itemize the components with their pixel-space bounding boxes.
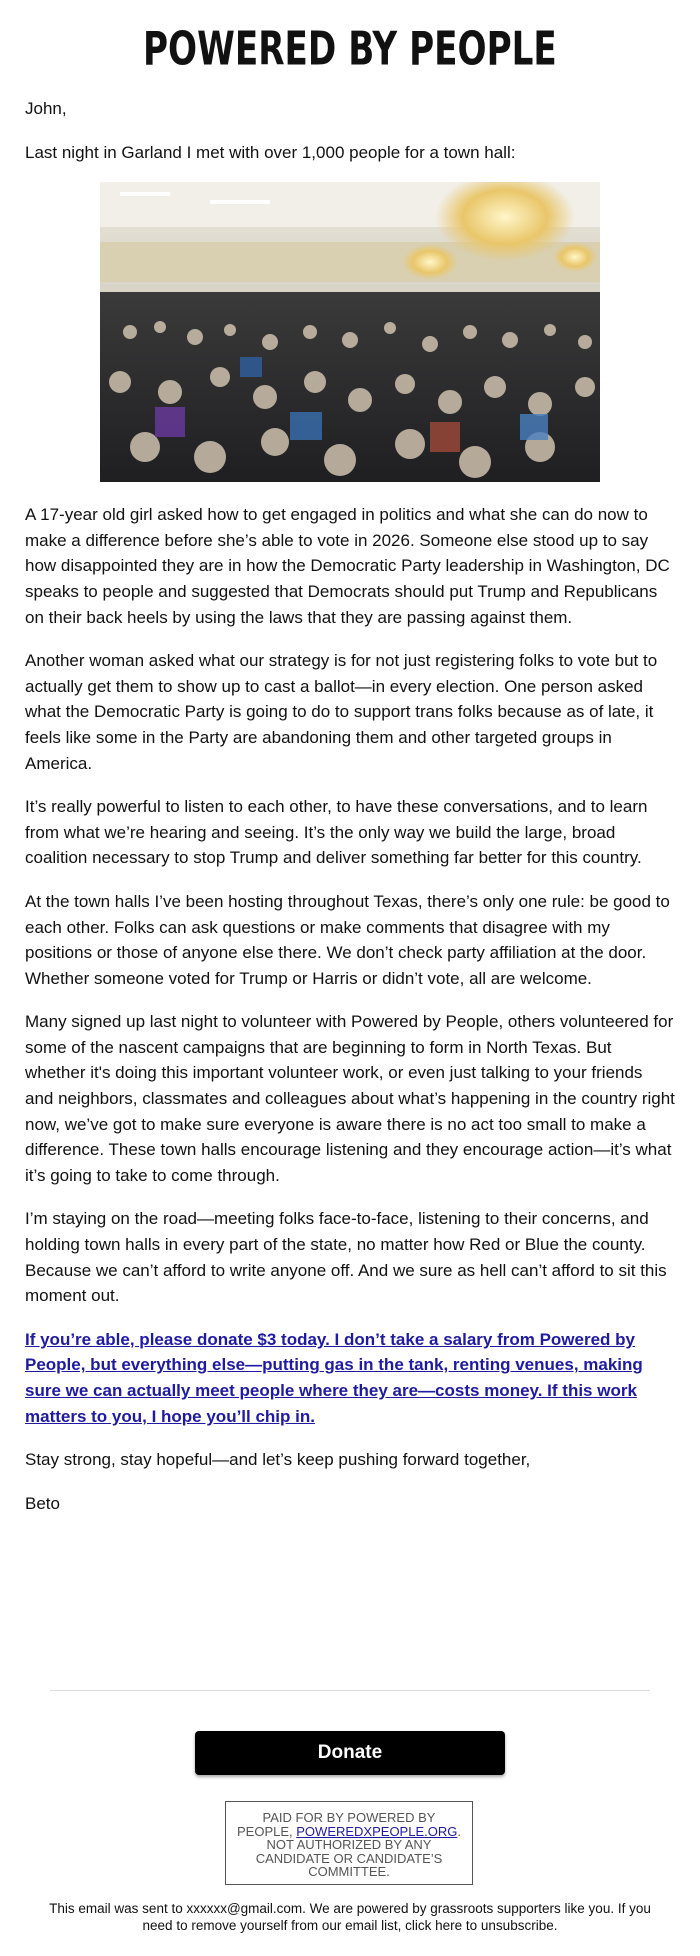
greeting: John, <box>25 99 67 118</box>
intro-paragraph: Last night in Garland I met with over 1,000 people for a town hall: <box>25 142 516 162</box>
unsubscribe-link[interactable]: click here to unsubscribe. <box>405 1918 558 1933</box>
email-body <box>25 96 675 1534</box>
closing-line: Stay strong, stay hopeful—and let’s keep pushing forward together, <box>25 1450 531 1470</box>
signature: Beto <box>25 1493 60 1513</box>
website-link[interactable]: POWEREDXPEOPLE.ORG <box>296 1823 458 1839</box>
story-paragraph: I’m staying on the road—meeting folks face-to-face, listening to their concerns, and holding town halls in every part of the state, no matter how Red or Blue the county. Because we can’t afford to write anyone off. And we sure as hell can’t afford to sit this moment out. <box>25 1209 667 1306</box>
disclaimer-text-end: . NOT AUTHORIZED BY ANY CANDIDATE OR CANDIDATE’S COMMITTEE. <box>255 1823 461 1879</box>
story-paragraph: Many signed up last night to volunteer with Powered by People, others volunteered for some of the nascent campaigns that are beginning to form in North Texas. But whether it's doing this important volunteer work, or even just talking to your friends and neighbors, classmates and colleagues about what’s happening in the country right now, we’ve got to make sure everyone is aware there is no act too small to make a difference. These town halls encourage listening and they encourage action—it’s what it’s going to take to come through. <box>25 1012 675 1185</box>
donate-button[interactable]: Donate <box>195 1731 505 1775</box>
footer-notice <box>40 1900 660 1934</box>
story-paragraph: At the town halls I’ve been hosting throughout Texas, there’s only one rule: be good to each other. Folks can ask questions or make comments that disagree with my positions or those of anyone else there. We don’t check party affiliation at the door. Whether someone voted for Trump or Harris or didn’t vote, all are welcome. <box>25 891 670 988</box>
paid-for-disclaimer <box>225 1801 473 1885</box>
story-paragraph: It’s really powerful to listen to each other, to have these conversations, and to learn from what we’re hearing and seeing. It’s the only way we build the large, broad coalition necessary to stop Trump and deliver something far better for this country. <box>25 797 648 868</box>
story-paragraph: A 17-year old girl asked how to get engaged in politics and what she can do now to make a difference before she’s able to vote in 2026. Someone else stood up to say how disappointed they are in how the Democratic Party leadership in Washington, DC speaks to people and suggested that Democrats should put Trump and Republicans on their back heels by using the laws that they are passing against them. <box>25 505 670 627</box>
brand-logo <box>0 22 700 76</box>
story-paragraph: Another woman asked what our strategy is for not just registering folks to vote but to actually get them to show up to cast a ballot—in every election. One person asked what the Democratic Party is going to do to support trans folks because as of late, it feels like some in the Party are abandoning them and other targeted groups in America. <box>25 651 658 773</box>
donate-text-link[interactable]: If you’re able, please donate $3 today. I don’t take a salary from Powered by People, but everything else—putting gas in the tank, renting venues, making sure we can actually meet people where they are—costs money. If this work matters to you, I hope you’ll chip in. <box>25 1329 643 1426</box>
logo-text: POWERED BY PEOPLE <box>143 22 557 76</box>
divider <box>50 1690 650 1691</box>
disclaimer-text: PAID FOR BY POWERED BY PEOPLE, <box>237 1810 436 1839</box>
town-hall-photo <box>100 182 600 482</box>
footer-text: This email was sent to xxxxxx@gmail.com. We are powered by grassroots supporters like you. If you need to remove yourself from our email list, <box>49 1901 651 1933</box>
